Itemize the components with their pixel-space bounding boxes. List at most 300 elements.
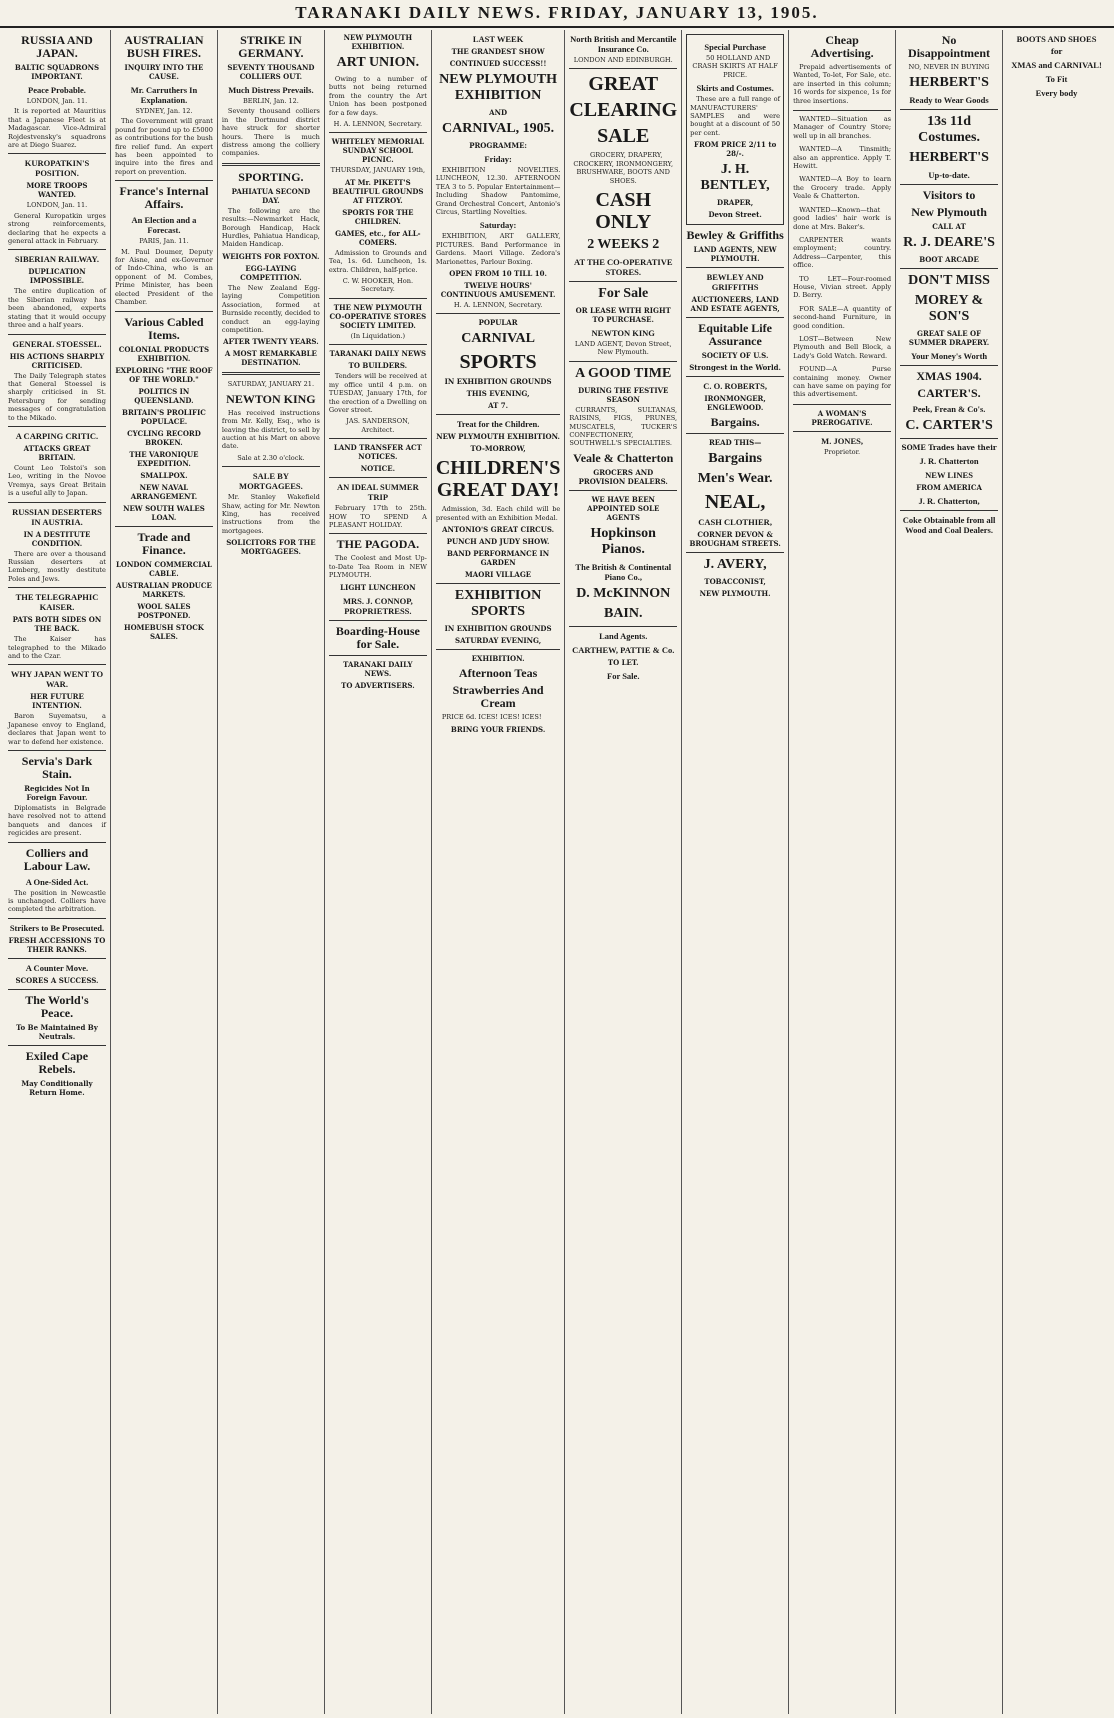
advert-heading: CASH CLOTHIER, xyxy=(698,517,772,528)
divider xyxy=(115,180,213,181)
classified-ad: TO LET—Four-roomed House, Vivian street. Apply D. Berry. xyxy=(793,274,892,300)
divider xyxy=(900,109,998,110)
advert-exhibition-sports: EXHIBITION SPORTS xyxy=(454,588,542,620)
advert-newton-king: NEWTON KING xyxy=(226,391,316,406)
advert-heading: TO BUILDERS. xyxy=(348,361,408,371)
advert-heading: LAND TRANSFER ACT NOTICES. xyxy=(333,443,422,462)
headline: THE TELEGRAPHIC KAISER. xyxy=(15,592,99,613)
advert-morey: MOREY & SON'S xyxy=(914,293,984,325)
divider xyxy=(793,110,891,111)
advert-heading: TO LET. xyxy=(607,657,639,667)
signature: H. A. LENNON, Secretary. xyxy=(333,120,423,129)
divider xyxy=(329,298,427,299)
column-8 xyxy=(789,30,896,1714)
advert-text: The Coolest and Most Up-to-Date Tea Room in NEW PLYMOUTH. xyxy=(328,554,427,580)
advert-text: LAND AGENT, Devon Street, New Plymouth. xyxy=(574,340,672,357)
advert-heading: Strongest in the World. xyxy=(689,363,781,373)
article-text: It is reported at Mauritius that a Japanese Fleet is at Madagascar. Vice-Admiral Rojdestvensky's squadrons are at Diego Suarez. xyxy=(8,107,106,150)
advert-heading: NEWTON KING xyxy=(591,328,655,339)
advert-text: 50 HOLLAND AND CRASH SKIRTS AT HALF PRICE. xyxy=(692,54,778,79)
advert-boots: BOOTS AND SHOES xyxy=(1016,34,1097,44)
headline: RUSSIAN DESERTERS IN AUSTRIA. xyxy=(12,506,102,527)
divider xyxy=(900,365,998,366)
advert-herberts-2: HERBERT'S xyxy=(909,150,989,166)
column-1 xyxy=(4,30,111,1714)
subhead: An Election and a Forecast. xyxy=(131,215,197,236)
classified-ad: CARPENTER wants employment; country. Address—Carpenter, this office. xyxy=(793,235,892,270)
divider xyxy=(8,750,106,751)
subhead: DUPLICATION IMPOSSIBLE. xyxy=(28,267,86,286)
advert-to-fit: To Fit xyxy=(1045,74,1068,84)
advert-text: GROCERY, DRAPERY, CROCKERY, IRONMONGERY, BRUSHWARE, BOOTS AND SHOES. xyxy=(573,151,674,185)
divider xyxy=(569,281,677,282)
advert-heading: TARANAKI DAILY NEWS xyxy=(329,349,427,359)
classified-ad: FOUND—A Purse containing money. Owner can have same on paying for this advertisement. xyxy=(793,365,892,399)
dateline: PARIS, Jan. 11. xyxy=(139,237,189,246)
advert-heading: TARANAKI DAILY NEWS. xyxy=(343,659,413,678)
advert-text: LONDON AND EDINBURGH. xyxy=(573,56,673,64)
advert-exhibition: NEW PLYMOUTH EXHIBITION xyxy=(439,72,558,103)
divider xyxy=(329,620,427,621)
column-3 xyxy=(218,30,325,1714)
advert-heading: AN IDEAL SUMMER TRIP xyxy=(337,482,419,503)
subhead: Mr. Carruthers In Explanation. xyxy=(130,85,198,105)
headline: A CARPING CRITIC. xyxy=(15,430,99,441)
subhead: WEIGHTS FOR FOXTON. xyxy=(222,251,320,261)
divider xyxy=(8,1045,106,1046)
date: THURSDAY, JANUARY 19th, xyxy=(330,166,426,175)
advert-text: Tenders will be received at my office until 4 p.m. on TUESDAY, January 17th, for the erection of a Dwelling on Gover street. xyxy=(328,372,427,414)
headline-sporting: SPORTING. xyxy=(238,169,304,184)
advert-heading: J. R. Chatterton, xyxy=(918,496,980,507)
article-text: The Government will grant pound for pound up to £5000 as contributions for the bush fire relief fund. An expert has been appointed to inquire into the fires and report on prevention. xyxy=(114,117,213,176)
advert-heading: READ THIS— xyxy=(708,438,762,448)
advert-heading: Special Purchase xyxy=(704,42,766,52)
advert-heading: MAORI VILLAGE xyxy=(465,570,532,580)
advert-great: GREAT xyxy=(588,73,659,96)
advert-bentley: J. H. BENTLEY, xyxy=(700,162,770,194)
advert-bewley-griffiths: Bewley & Griffiths xyxy=(686,228,784,243)
advert-heading: TWELVE HOURS' CONTINUOUS AMUSEMENT. xyxy=(440,281,556,300)
advert-disappointment: No Disappointment xyxy=(908,33,991,60)
divider xyxy=(222,163,320,166)
subhead: BRITAIN'S PROLIFIC POPULACE. xyxy=(122,407,206,426)
advert-text: Mr. Stanley Wakefield Shaw, acting for Mr. Newton King, has received instructions from the mortgagees. xyxy=(221,493,320,535)
divider xyxy=(686,317,784,318)
divider xyxy=(8,334,106,335)
advert-heading: M. JONES, xyxy=(821,435,863,446)
signature: C. W. HOOKER, Hon. Secretary. xyxy=(342,277,414,294)
subhead: A MOST REMARKABLE DESTINATION. xyxy=(224,349,317,368)
headline: Strikers to Be Prosecuted. xyxy=(9,922,105,933)
advert-bain: BAIN. xyxy=(603,605,643,621)
subhead: SMALLPOX. xyxy=(140,470,188,480)
advert-good-time: A GOOD TIME xyxy=(575,365,672,381)
headline: SIBERIAN RAILWAY. xyxy=(14,254,100,265)
dateline: BERLIN, Jan. 12. xyxy=(242,97,299,105)
auction-date: SATURDAY, JANUARY 21. xyxy=(227,380,315,389)
subhead: HER FUTURE INTENTION. xyxy=(30,692,84,711)
subhead: EGG-LAYING COMPETITION. xyxy=(240,263,302,282)
advert-heading: Ready to Wear Goods xyxy=(909,95,989,106)
headline: The World's Peace. xyxy=(25,992,89,1020)
divider xyxy=(686,376,784,377)
advert-text: These are a full range of MANUFACTURERS' SAMPLES and were bought at a discount of 50 per cent. xyxy=(690,95,781,137)
advert-hopkinson: Hopkinson Pianos. xyxy=(590,525,656,557)
article-text: The Kaiser has telegraphed to the Mikado and to the Czar. xyxy=(8,635,106,660)
article-text: Baron Suyematsu, a Japanese envoy to England, declares that Japan went to war to defend her existence. xyxy=(8,712,106,746)
article-text: M. Paul Doumer, Deputy for Aisne, and ex-Governor of Indo-China, who is an opponent of M. Combes, Prime Minister, has been elected President of the Chamber. xyxy=(114,247,213,307)
advert-heading: For Sale. xyxy=(607,670,640,681)
advert-strawberries: Strawberries And Cream xyxy=(452,683,544,711)
advert-heading: GAMES, etc., for ALL-COMERS. xyxy=(335,228,421,247)
subhead: POLITICS IN QUEENSLAND. xyxy=(134,386,194,405)
advert-deare: R. J. DEARE'S xyxy=(903,235,995,251)
advert-heading: Your Money's Worth xyxy=(910,351,988,362)
column-4 xyxy=(325,30,432,1714)
advert-afternoon-teas: Afternoon Teas xyxy=(458,666,538,681)
advert-heading: CONTINUED SUCCESS!! xyxy=(449,59,547,68)
article-text: The entire duplication of the Siberian railway has been abandoned, experts stating that it would occupy three and a half years. xyxy=(8,287,106,330)
advert-carters-2: C. CARTER'S xyxy=(905,418,993,434)
headline: Colliers and Labour Law. xyxy=(23,845,91,873)
divider xyxy=(900,184,998,185)
headline-cheap-advertising: Cheap Advertising. xyxy=(810,33,874,60)
headline-bush-fires: AUSTRALIAN BUSH FIRES. xyxy=(124,33,204,60)
divider xyxy=(8,989,106,990)
advert-heading: GREAT SALE OF SUMMER DRAPERY. xyxy=(908,329,990,348)
column-7 xyxy=(682,30,789,1714)
subhead: PAHIATUA SECOND DAY. xyxy=(231,186,311,205)
divider xyxy=(222,372,320,375)
divider xyxy=(436,583,560,584)
subhead: MORE TROOPS WANTED. xyxy=(26,181,88,200)
subhead: Much Distress Prevails. xyxy=(228,85,314,95)
divider xyxy=(436,414,560,415)
advert-heading: DRAPER, xyxy=(717,198,754,208)
advert-carnival: CARNIVAL, 1905. xyxy=(442,121,555,136)
advert-heading: TOBACCONIST, xyxy=(704,577,766,587)
divider xyxy=(793,431,891,432)
subhead: LONDON COMMERCIAL CABLE. xyxy=(115,559,212,578)
advert-pagoda: THE PAGODA. xyxy=(336,537,420,552)
headline: Exiled Cape Rebels. xyxy=(25,1048,89,1076)
divider xyxy=(222,466,320,467)
headline: Trade and Finance. xyxy=(137,529,191,557)
masthead: TARANAKI DAILY NEWS. FRIDAY, JANUARY 13, 1905. xyxy=(0,0,1114,28)
advert-heading: TO ADVERTISERS. xyxy=(341,680,415,690)
advert-mckinnon: D. McKINNON xyxy=(576,585,671,601)
article-text: Seventy thousand colliers in the Dortmund district have struck for shorter hours. There is much distress among the colliery companies. xyxy=(221,107,320,158)
advert-heading: THIS EVENING, xyxy=(466,389,530,399)
divider xyxy=(900,438,998,439)
advert-xmas: XMAS 1904. xyxy=(916,369,982,384)
divider xyxy=(8,249,106,250)
divider xyxy=(8,502,106,503)
advert-heading: LAST WEEK xyxy=(472,34,524,44)
divider xyxy=(8,842,106,843)
subhead: Peace Probable. xyxy=(28,85,86,95)
advert-heading: NEW PLYMOUTH EXHIBITION. xyxy=(436,432,560,442)
advert-text: EXHIBITION NOVELTIES. LUNCHEON, 12.30. AFTERNOON TEA 3 to 5. Popular Entertainment—Including Shadow Pantomime, Grand Orchestral Concert, Antonio's Circus, Startling Novelties. xyxy=(435,166,561,217)
column-10 xyxy=(1003,30,1110,1714)
subhead: IN A DESTITUTE CONDITION. xyxy=(23,529,91,548)
divider xyxy=(8,587,106,588)
column-2 xyxy=(111,30,218,1714)
advert-heading: BEWLEY AND GRIFFITHS xyxy=(706,272,764,293)
advert-heading: EXHIBITION. xyxy=(471,654,525,664)
subhead: AUSTRALIAN PRODUCE MARKETS. xyxy=(116,580,212,599)
subhead: THE VARONIQUE EXPEDITION. xyxy=(129,449,199,468)
advert-text: PRICE 6d. ICES! ICES! ICES! xyxy=(441,713,542,722)
advert-heading: Peek, Frean & Co's. xyxy=(912,404,986,415)
advert-heading: OPEN FROM 10 TILL 10. xyxy=(449,269,547,279)
advert-art-union: ART UNION. xyxy=(336,55,420,70)
advert-bargains-mens: Bargains xyxy=(708,451,762,467)
advert-avery: J. AVERY, xyxy=(703,557,767,573)
advert-every-body: Every body xyxy=(1035,88,1078,98)
divider xyxy=(686,433,784,434)
advert-heading: IN EXHIBITION GROUNDS xyxy=(444,377,552,387)
article-text: Count Leo Tolstoi's son Leo, writing in the Novoe Vremya, says Great Britain is a useful ally to Japan. xyxy=(8,463,106,498)
article-text: There are over a thousand Russian deserters at Lemberg, mostly destitute Poles and Jews. xyxy=(8,549,106,583)
subhead: CYCLING RECORD BROKEN. xyxy=(127,428,201,447)
advert-heading: SOLICITORS FOR THE MORTGAGEES. xyxy=(226,538,316,557)
advert-bargains: Bargains. xyxy=(710,415,760,430)
subhead: May Conditionally Return Home. xyxy=(21,1078,93,1097)
advert-heading: NOTICE. xyxy=(360,464,396,474)
article-text: The Daily Telegraph states that General Stoessel is sharply criticised in St. Petersburg for sending messages of congratulation to the Mikado. xyxy=(8,371,106,422)
advert-costumes: 13s 11d Costumes. xyxy=(918,114,980,146)
article-text: The following are the results:—Newmarket Hack, Borough Handicap, Hack Hurdles, Pahiatua Handicap, Maiden Handicap. xyxy=(221,206,320,249)
classified-ad: WANTED—A Tinsmith; also an apprentice. Apply T. Hewitt. xyxy=(793,145,892,171)
signature: H. A. LENNON, Secretary. xyxy=(453,301,543,310)
advert-heading: SALE BY MORTGAGEES. xyxy=(239,471,303,492)
classified-ad: WANTED—A Boy to learn the Grocery trade. Apply Veale & Chatterton. xyxy=(793,175,892,201)
advert-heading: Land Agents. xyxy=(599,630,648,641)
classified-ad: WANTED—Situation as Manager of Country Store; well up in all branches. xyxy=(793,115,892,140)
advert-text: Sale at 2.30 o'clock. xyxy=(237,453,305,462)
advert-heading: NEW PLYMOUTH. xyxy=(699,589,771,599)
divider xyxy=(569,490,677,491)
advert-heading: FROM AMERICA xyxy=(916,483,982,493)
advert-two-weeks: 2 WEEKS 2 xyxy=(587,237,660,253)
advert-text: (In Liquidation.) xyxy=(350,331,406,340)
advert-visitors: Visitors to xyxy=(922,188,976,203)
column-5 xyxy=(432,30,565,1714)
subhead: EXPLORING "THE ROOF OF THE WORLD." xyxy=(115,365,213,384)
subhead: HOMEBUSH STOCK SALES. xyxy=(123,622,204,641)
dateline: LONDON, Jan. 11. xyxy=(26,201,88,210)
advert-heading: MRS. J. CONNOP, PROPRIETRESS. xyxy=(342,595,413,616)
advert-heading: Friday: xyxy=(484,154,512,164)
advert-heading: for xyxy=(1050,47,1063,56)
headline: Various Cabled Items. xyxy=(124,314,204,342)
advert-heading: THE NEW PLYMOUTH CO-OPERATIVE STORES SOCIETY LIMITED. xyxy=(329,302,427,330)
subhead: FRESH ACCESSIONS TO THEIR RANKS. xyxy=(8,935,106,954)
advert-cash-only: CASH ONLY xyxy=(595,189,652,234)
divider xyxy=(686,267,784,268)
subhead: AFTER TWENTY YEARS. xyxy=(223,337,319,347)
advert-text: NO, NEVER IN BUYING xyxy=(908,63,990,71)
subhead: PATS BOTH SIDES ON THE BACK. xyxy=(12,615,102,634)
advert-heading: Skirts and Costumes. xyxy=(696,83,774,94)
advert-xmas-carnival: XMAS and CARNIVAL! xyxy=(1011,60,1102,70)
subhead: NEW SOUTH WALES LOAN. xyxy=(123,503,205,522)
advert-heading: BOOT ARCADE xyxy=(919,255,979,265)
headline: GENERAL STOESSEL. xyxy=(12,338,102,349)
advert-mens-wear: Men's Wear. xyxy=(697,471,773,487)
article-text: General Kuropatkin urges strong reinforcements, declaring that he expects a general attack in February. xyxy=(8,211,106,246)
divider xyxy=(329,533,427,534)
advert-heading: BAND PERFORMANCE IN GARDEN xyxy=(447,549,550,568)
divider xyxy=(436,313,560,314)
advert-childrens-day: CHILDREN'S GREAT DAY! xyxy=(435,457,561,502)
advert-veale-chatterton: Veale & Chatterton xyxy=(573,450,674,465)
subhead: COLONIAL PRODUCTS EXHIBITION. xyxy=(118,344,210,363)
advert-text: February 17th to 25th. HOW TO SPEND A PLEASANT HOLIDAY. xyxy=(328,504,427,529)
advert-heading: NEW LINES xyxy=(925,470,973,481)
subhead: NEW NAVAL ARRANGEMENT. xyxy=(130,482,198,501)
subhead: Regicides Not In Foreign Favour. xyxy=(24,784,90,803)
divider xyxy=(569,361,677,362)
subhead: SEVENTY THOUSAND COLLIERS OUT. xyxy=(227,63,315,81)
divider xyxy=(793,404,891,405)
columns xyxy=(4,30,1110,1714)
advert-heading: AT THE CO-OPERATIVE STORES. xyxy=(573,257,673,278)
divider xyxy=(115,526,213,527)
advert-dont-miss: DON'T MISS xyxy=(908,273,990,289)
advert-text: Has received instructions from Mr. Kelly, Esq., who is leaving the district, to sell by auction at his Mart on above date. xyxy=(221,408,320,451)
advert-heading: NEW PLYMOUTH EXHIBITION. xyxy=(343,33,413,51)
article-text: The New Zealand Egg-laying Competition Association, formed at Burnside recently, decided to conduct an egg-laying competition. xyxy=(221,283,320,334)
headline-strike-germany: STRIKE IN GERMANY. xyxy=(238,33,304,60)
advert-boarding-house: Boarding-House for Sale. xyxy=(335,623,420,651)
divider xyxy=(329,344,427,345)
divider xyxy=(686,552,784,553)
subhead: BALTIC SQUADRONS IMPORTANT. xyxy=(14,63,100,81)
subhead: SCORES A SUCCESS. xyxy=(15,975,99,985)
divider xyxy=(8,664,106,665)
advert-for-sale: For Sale xyxy=(598,286,649,302)
advert-clearing: CLEARING xyxy=(569,99,678,122)
divider xyxy=(329,477,427,478)
advert-heading: Treat for the Children. xyxy=(456,419,540,430)
advert-heading: POPULAR xyxy=(478,318,518,328)
advert-heading: DURING THE FESTIVE SEASON xyxy=(578,385,669,404)
advert-heading: Up-to-date. xyxy=(928,170,970,181)
divider xyxy=(569,626,677,627)
headline: WHY JAPAN WENT TO WAR. xyxy=(10,669,104,690)
advert-heading: CALL AT xyxy=(932,222,966,232)
advert-heading: CORNER DEVON & BROUGHAM STREETS. xyxy=(689,530,781,549)
advert-heading: BRING YOUR FRIENDS. xyxy=(450,724,546,734)
advert-new-plymouth: New Plymouth xyxy=(911,205,987,220)
divider xyxy=(329,132,427,133)
dateline: LONDON, Jan. 11. xyxy=(26,97,88,105)
headline: A Counter Move. xyxy=(25,962,89,973)
column-9 xyxy=(896,30,1003,1714)
advert-text: Proprietor. xyxy=(824,447,861,456)
advert-insurance: North British and Mercantile Insurance Co. xyxy=(570,34,677,54)
advert-heading: The British & Continental Piano Co., xyxy=(575,561,672,582)
article-text: The position in Newcastle is unchanged. Colliers have completed the arbitration. xyxy=(8,888,106,914)
divider xyxy=(8,958,106,959)
advert-box-special xyxy=(686,34,784,225)
advert-heading: AUCTIONEERS, LAND AND ESTATE AGENTS, xyxy=(690,295,780,314)
advert-heading: FROM PRICE 2/11 to 28/-. xyxy=(693,140,777,159)
advert-heading: IN EXHIBITION GROUNDS xyxy=(444,624,552,634)
advert-heading: PUNCH AND JUDY SHOW. xyxy=(446,537,550,547)
advert-heading: THE GRANDEST SHOW xyxy=(451,47,545,56)
advert-sale: SALE xyxy=(597,125,650,148)
advert-heading: OR LEASE WITH RIGHT TO PURCHASE. xyxy=(575,306,671,325)
subhead: INQUIRY INTO THE CAUSE. xyxy=(124,63,204,81)
advert-heading: A WOMAN'S PREROGATIVE. xyxy=(811,408,873,427)
divider xyxy=(8,918,106,919)
advert-text: Admission to Grounds and Tea, 1s. 6d. Luncheon, 1s. extra. Children, half-price. xyxy=(328,248,427,274)
subhead: WOOL SALES POSTPONED. xyxy=(137,601,191,620)
advert-carters: CARTER'S. xyxy=(917,386,981,401)
advert-heading: Saturday: xyxy=(479,220,517,231)
advert-text: EXHIBITION, ART GALLERY, PICTURES. Band Performance in Gardens. Maori Village. Zedora's Marionettes, Parlour Boxing. xyxy=(435,232,561,266)
classified-ad: WANTED—Known—that good ladies' hair work is done at Mrs. Baker's. xyxy=(793,205,892,231)
headline: France's Internal Affairs. xyxy=(119,184,209,212)
subhead: To Be Maintained By Neutrals. xyxy=(16,1022,98,1041)
advert-heading: AT Mr. PIKETT'S BEAUTIFUL GROUNDS AT FITZROY. xyxy=(332,177,424,205)
divider xyxy=(436,649,560,650)
classified-ad: LOST—Between New Plymouth and Bell Block, a Lady's Gold Watch. Reward. xyxy=(793,334,892,360)
advert-herberts: HERBERT'S xyxy=(909,75,989,91)
advert-heading: WE HAVE BEEN APPOINTED SOLE AGENTS xyxy=(587,494,660,522)
headline: KUROPATKIN'S POSITION. xyxy=(24,158,90,179)
advert-heading: AND xyxy=(489,108,508,117)
advert-heading: AT 7. xyxy=(488,401,509,411)
advert-heading: CARTHEW, PATTIE & Co. xyxy=(572,644,675,655)
advert-heading: TO-MORROW, xyxy=(470,444,526,454)
dateline: SYDNEY, Jan. 12. xyxy=(135,107,193,115)
advert-heading: SOCIETY OF U.S. xyxy=(701,351,769,361)
advert-carnival-sports: CARNIVAL xyxy=(461,331,535,347)
divider xyxy=(900,510,998,511)
advert-text: Admission, 3d. Each child will be presented with an Exhibition Medal. xyxy=(435,505,561,522)
divider xyxy=(8,153,106,154)
subhead: ATTACKS GREAT BRITAIN. xyxy=(23,443,91,462)
advert-heading: WHITELEY MEMORIAL SUNDAY SCHOOL PICNIC. xyxy=(331,137,425,165)
advert-heading: PROGRAMME: xyxy=(469,141,528,150)
article-text: Diplomatists in Belgrade have resolved not to attend banquets and dances if regicides are present. xyxy=(8,804,106,838)
subhead: HIS ACTIONS SHARPLY CRITICISED. xyxy=(9,351,105,370)
headline-russia-japan: RUSSIA AND JAPAN. xyxy=(21,33,93,60)
column-6 xyxy=(565,30,682,1714)
divider xyxy=(115,311,213,312)
advert-heading: IRONMONGER, ENGLEWOOD. xyxy=(704,394,766,413)
advert-heading: J. R. Chatterton xyxy=(919,456,979,467)
advert-heading: SATURDAY EVENING, xyxy=(455,636,542,646)
divider xyxy=(329,438,427,439)
advert-text: CURRANTS, SULTANAS, RAISINS, FIGS, PRUNES, MUSCATELS, TUCKER'S CONFECTIONERY, SOUTHWELL'S SPECIALTIES. xyxy=(569,405,678,448)
advert-heading: SPORTS FOR THE CHILDREN. xyxy=(342,207,414,226)
advert-heading: C. O. ROBERTS, xyxy=(703,381,767,392)
divider xyxy=(900,268,998,269)
subhead: A One-Sided Act. xyxy=(25,876,89,887)
advert-heading: LAND AGENTS, NEW PLYMOUTH. xyxy=(693,245,777,264)
advert-heading: Devon Street. xyxy=(708,210,762,220)
advert-heading: SOME Trades have their xyxy=(901,443,997,453)
advert-heading: GROCERS AND PROVISION DEALERS. xyxy=(578,467,668,486)
classified-ad: FOR SALE—A quantity of second-hand Furniture, in good condition. xyxy=(793,304,892,330)
advert-sports: SPORTS xyxy=(459,351,537,374)
